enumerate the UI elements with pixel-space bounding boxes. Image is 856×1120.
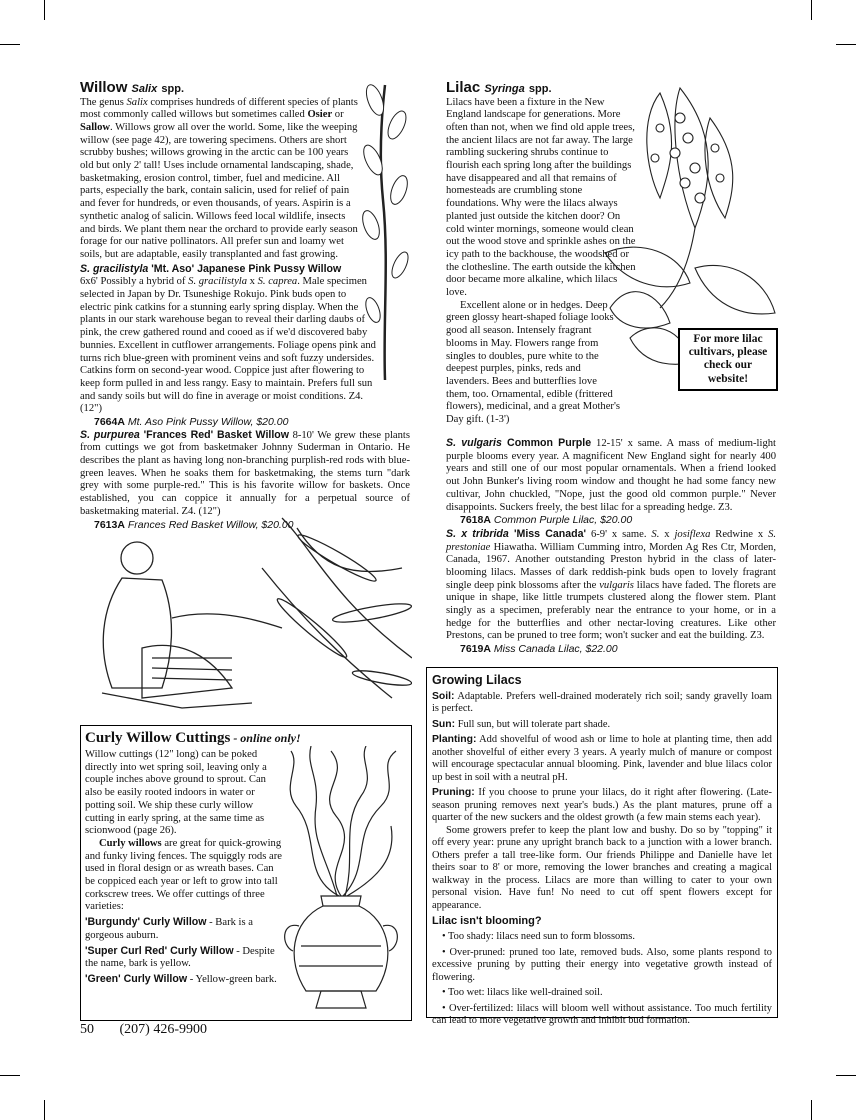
text: Planting: (432, 734, 477, 746)
text: - Bark is a gorgeous auburn. (85, 917, 253, 941)
curly-willow-box (80, 725, 412, 1021)
product-heading (446, 437, 591, 449)
growing-lilacs-box (426, 667, 778, 1027)
willow-product-1 (80, 263, 376, 416)
growing-pruning (432, 787, 772, 824)
growing-pruning-2: Some growers prefer to keep the plant low and bushy. Do so by "topping" it off every year: prune any upright branch back to a junction with a lower branch. Others prefer a tall tree-like form. Our friends Philippe and Danielle have let theirs soar to 8' or more, removing the lower branches and creating a magical walkway in the process. Lilacs are more than willing to cater to your own personal vision. Have fun! No need to cut off spent flowers except for appearance. (432, 824, 772, 911)
text: josiflexa (674, 528, 711, 540)
willow-title-text: Willow (80, 79, 128, 96)
curly-variety-2[interactable] (85, 945, 290, 971)
text: Redwine x (710, 528, 769, 540)
text: - Yellow-green bark. (187, 973, 277, 985)
text: S. caprea (257, 276, 298, 288)
text: S. vulgaris (446, 437, 502, 449)
order-code: 7664A (94, 416, 125, 429)
not-blooming-item: • Too shady: lilacs need sun to form blossoms. (442, 931, 635, 943)
product-heading (446, 528, 586, 540)
order-text: Mt. Aso Pink Pussy Willow, $20.00 (127, 416, 289, 429)
text: Soil: (432, 691, 455, 702)
not-blooming-item: • Over-fertilized: lilacs will bloom well without assistance. Too much fertility can lead to more vegetative growth and inhibit bud formation. (432, 1002, 772, 1027)
basketmaker-illustration (82, 508, 412, 718)
curly-variety-1[interactable] (85, 916, 275, 942)
curly-willow-title (85, 729, 405, 747)
growing-soil (432, 691, 772, 716)
text: are great for quick-growing and funky living fences. The squiggly rods are used in floral design or as wreath bases. Can be coppiced each year or left to grow into tall corkscrew trees. We offer cuttings of three varieties: (85, 837, 282, 913)
order-text: Miss Canada Lilac, $22.00 (493, 643, 618, 656)
text: For more lilac cultivars, please check our website! (688, 333, 768, 385)
text: S. (651, 528, 660, 540)
crop-mark (0, 44, 20, 45)
crop-mark (0, 1075, 20, 1076)
page-number: 50 (80, 1022, 94, 1037)
crop-mark (44, 0, 45, 20)
text: 12-15' x same. A mass of medium-light purple blooms every year. A magnificent New England sight for nearly 400 years and still one of our most popular ornamentals. When a friend looked out John Bunker's living room window and thought he had some fancy new cultivar, John chuckled, "Nope, just the good old common purple." Never disappoints. Suckers freely, the best lilac for a spreading hedge. Z3. (446, 438, 776, 513)
text: Sun: (432, 718, 456, 730)
lilac-intro: Lilacs have been a fixture in the New England landscape for generations. More often than not, when we find old apple trees, the ancient lilacs are not far away. The large rambling suckering shrubs continue to flourish each spring long after the buildings have disappeared and all that remains of homesteads are crumbling stone foundations. Why were the lilacs always planted just outside the kitchen door? On cold winter mornings, someone would clean out the wood stove and sprinkle ashes on the icy path to the backhouse, the woodshed or the clothesline. The earth outside the kitchen door became more alkaline, which lilacs love. (446, 96, 636, 299)
text: Hiawatha. William Cumming intro, Morden Ag Res Ctr, Morden, Canada, 1967. Another outstanding Preston hybrid in the class of later-blooming lilacs. Masses of dark reddish-pink buds open to lovely fragrant single deep pink blossoms after the (446, 541, 776, 591)
text: Adaptable. Prefers well-drained moderately rich soil; sandy gravelly loam is perfect. (432, 691, 772, 715)
product-heading (80, 263, 341, 275)
text: 6-9' x same. (586, 528, 652, 540)
not-blooming-title: Lilac isn't blooming? (432, 915, 542, 928)
text: The genus (80, 96, 127, 108)
text: - online only! (230, 731, 301, 745)
curly-willow-text (85, 838, 285, 914)
product-heading (80, 429, 289, 441)
willow-genus: Salix (131, 83, 158, 95)
lilac-intro-2: Excellent alone or in hedges. Deep green glossy heart-shaped foliage looks good all season. Intensely fragrant blooms in May. Flowers range from singles to doubles, pure white to the deepest purples, pinks, reds and lavenders. Bees and butterflies love them, too. Ornamental, edible (frittered flowers), medicinal, and a great Mother's Day gift. (1-3') (446, 299, 620, 426)
text: . Male specimen selected in Japan by Dr. Tsuneshige Rokujo. Pink buds open to electric pink catkins for a stunning early spring display. When the plants in our stark warehouse began to reveal their darling daubs of pink, the crew gathered round and cooed as if we'd discovered baby bunnies. Excellent in cutflower arrangements. Foliage opens pink and turns rich blue-green with prominent veins and soft fuzzy undersides. Catkins form on second-year wood. Coppice just after flowering to keep form pulled in and less rangy. Easy to maintain. Prefers full sun and sandy soils but will do fine in average or moist conditions. Z4. (12") (80, 276, 376, 415)
text: S. x tribrida (446, 527, 509, 540)
crop-mark (836, 44, 856, 45)
vase-with-curly-willow-illustration (281, 746, 406, 1014)
text: S. prestoniae (446, 528, 777, 553)
order-code: 7613A (94, 518, 125, 531)
crop-mark (44, 1100, 45, 1120)
not-blooming-item: • Over-pruned: pruned too late, removed buds. Also, some plants respond to excessive pruning by putting their energy into vegetative growth instead of flowering. (432, 946, 772, 983)
lilac-product-2 (446, 528, 776, 643)
text: If you choose to prune your lilacs, do it right after flowering. (Late-season pruning removes next year's buds.) As the plant matures, prune off a quarter of the new suckers and the oldest growth (a few main stems each year). (432, 787, 772, 824)
text: lilacs have faded. The florets are unique in shape, like little trumpets clustered along the flower stem. Plant singly as a specimen, preferably near the entrance to your home, or in a hedge for the butterflies and other nectar-loving creatures. Like other Prestons, can be pruned to tree form; won't sucker and eat the building. Z3. (446, 579, 776, 642)
phone-number: (207) 426-9900 (119, 1022, 207, 1037)
lilac-genus: Syringa (484, 83, 525, 95)
curly-willow-intro: Willow cuttings (12" long) can be poked directly into wet spring soil, leaving only a couple inches above ground to sprout. Can also be easily rooted indoors in water or potting soil. We ship these curly willow cutting in early spring, at the same time as scionwood (page 26). (85, 749, 267, 837)
crop-mark (811, 0, 812, 20)
crop-mark (836, 1075, 856, 1076)
order-line-7618A[interactable] (460, 514, 776, 527)
text: comprises hundreds of different species of plants most commonly called willows but sometimes called (80, 96, 358, 121)
order-text: Common Purple Lilac, $20.00 (493, 514, 633, 527)
willow-product-2 (80, 429, 410, 519)
text: 'Super Curl Red' Curly Willow (85, 944, 234, 957)
text: vulgaris (599, 579, 634, 591)
growing-sun (432, 719, 772, 731)
text: x (247, 276, 258, 288)
text: S. gracilistyla (188, 276, 248, 288)
text: 'Green' Curly Willow (85, 972, 188, 985)
text: Sallow (80, 121, 111, 133)
growing-planting (432, 734, 772, 784)
text: x (659, 528, 675, 540)
text: 'Mt. Aso' Japanese Pink Pussy Willow (148, 262, 342, 275)
order-line-7664A[interactable] (94, 416, 410, 429)
lilac-products (446, 437, 776, 656)
text: 6x6' Possibly a hybrid of (80, 276, 189, 288)
text: Salix (126, 96, 148, 108)
text: Add shovelful of wood ash or lime to hole at planting time, then add another shovelful of either every 3 years. A yearly mulch of manure or compost will encourage spectacular annual blooming. Pink, lavender and blue lilacs color up best in soil with a neutral pH. (432, 734, 772, 783)
growing-lilacs-content (432, 673, 772, 1028)
text: 'Frances Red' Basket Willow (139, 428, 290, 441)
order-code: 7618A (460, 514, 491, 527)
text: spp. (528, 83, 552, 95)
lilac-website-callout[interactable] (678, 328, 778, 391)
text: S. purpurea (80, 428, 140, 441)
text: Curly willows (99, 837, 162, 849)
text: Lilac (446, 79, 481, 96)
text: . Willows grow all over the world. Some, like the weeping willow (see page 42), are towering specimens. Others are short scrubby bushes; willows growing in the arctic can be 100 years old but only 2' tall! Uses include ornamental landscaping, shade, basketmaking, erosion control, timber, fuel and medicine. All parts, especially the bark, contain salicin, used for relief of pain and fever for hundreds, or even thousands, of years. Aspirin is a synthetic analog of salicin. Willows feed local wildlife, insects and birds. We plant them near the orchard to provide early season forage for our native pollinators. All prefer sun and loamy wet soils, but are adaptable, easily transplanted and fast growing. (80, 121, 358, 260)
text: 8-10' We grew these plants from cuttings we got from basketmaker Johnny Suderman in Ontario. He describes the plant as having long non-branching purplish-red rods with blue-green leaves. When he soaks them for basketmaking, the stems turn "dark grey with some purple-red." This is his favorite willow for baskets. Once established, you can coppice it annually for a perpetual source of basketmaking material. Z4. (12") (80, 429, 410, 517)
pussy-willow-illustration (355, 80, 415, 385)
text: Pruning: (432, 787, 475, 799)
text: or (332, 109, 344, 121)
crop-mark (811, 1100, 812, 1120)
text: S. gracilistyla (80, 262, 149, 275)
text: Curly Willow Cuttings (85, 730, 231, 746)
text: 'Burgundy' Curly Willow (85, 916, 207, 929)
lilac-product-1 (446, 437, 776, 514)
text: - Despite the name, bark is yellow. (85, 945, 275, 970)
willow-intro (80, 97, 362, 262)
text: 'Miss Canada' (508, 527, 587, 540)
willow-spp: spp. (161, 83, 185, 95)
growing-lilacs-title: Growing Lilacs (432, 673, 522, 687)
text: Full sun, but will tolerate part shade. (455, 718, 611, 730)
order-code: 7619A (460, 643, 491, 656)
curly-variety-3[interactable] (85, 973, 300, 987)
not-blooming-item: • Too wet: lilacs like well-drained soil. (442, 987, 603, 999)
order-text: Frances Red Basket Willow, $20.00 (127, 518, 294, 531)
order-line-7619A[interactable] (460, 643, 776, 656)
text: Osier (307, 109, 333, 121)
page-footer (80, 1022, 207, 1038)
text: Common Purple (501, 437, 592, 449)
